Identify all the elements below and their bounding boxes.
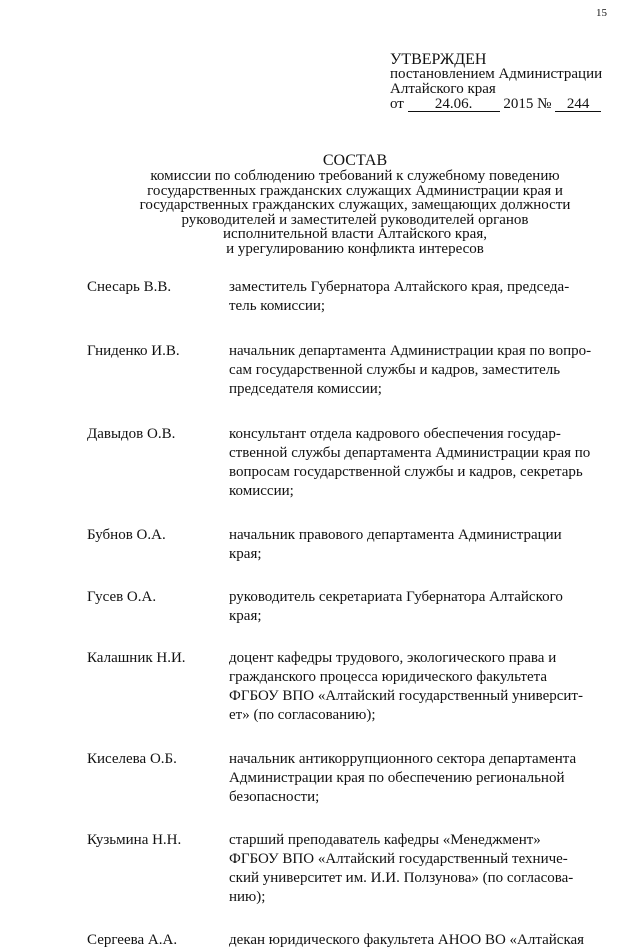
role-line: ет» (по согласованию); [229,707,376,723]
member-entry [0,649,640,725]
role-line: вопросам государственной службы и кадров, секретарь [229,464,583,480]
role-line: ский университет им. И.И. Ползунова» (по согласова- [229,870,574,886]
member-name: Гниденко И.В. [87,343,180,359]
member-role [229,649,609,725]
role-line: начальник антикоррупционного сектора департамента [229,751,577,767]
role-line: ФГБОУ ВПО «Алтайский государственный университ- [229,688,583,704]
role-line: комиссии; [229,483,294,499]
role-line: сам государственной службы и кадров, заместитель [229,362,561,378]
role-line: гражданского процесса юридического факультета [229,669,548,685]
role-line: края; [229,546,262,562]
member-name: Снесарь В.В. [87,279,172,295]
member-name: Бубнов О.А. [87,527,166,543]
member-entry [0,831,640,907]
member-entry [0,588,640,626]
role-line: консультант отдела кадрового обеспечения государ- [229,426,561,442]
page-number: 15 [596,7,607,19]
role-line: нию); [229,889,266,905]
member-entry [0,278,640,316]
member-entry [0,750,640,807]
document-title: СОСТАВ [322,152,388,169]
role-line: доцент кафедры трудового, экологического права и [229,650,557,666]
approval-from-label: от [390,96,404,112]
member-entry [0,931,640,950]
role-line: заместитель Губернатора Алтайского края, председа- [229,279,570,295]
role-line: безопасности; [229,789,320,805]
member-role [229,831,609,907]
approval-line-2: Алтайского края [390,81,496,97]
subtitle-line: и урегулированию конфликта интересов [226,240,484,257]
role-line: старший преподаватель кафедры «Менеджмент» [229,832,541,848]
member-role [229,931,609,950]
subtitle-line: государственных гражданских служащих Администрации края и [147,182,563,199]
member-name: Калашник Н.И. [87,650,186,666]
member-role [229,342,609,399]
members-list [0,278,640,950]
approval-number: 244 [555,98,601,112]
subtitle-line: руководителей и заместителей руководителей органов [181,211,529,228]
subtitle-line: исполнительной власти Алтайского края, [223,226,487,242]
member-role [229,750,609,807]
role-line: ственной службы департамента Администрации края по [229,445,591,461]
member-entry [0,425,640,501]
member-name: Кузьмина Н.Н. [87,832,182,848]
approval-date: 24.06. [408,98,500,112]
role-line: руководитель секретариата Губернатора Алтайского [229,589,563,605]
member-role [229,526,609,564]
member-name: Давыдов О.В. [87,426,176,442]
member-name: Сергеева А.А. [87,932,178,948]
member-name: Гусев О.А. [87,589,157,605]
member-entry [0,526,640,564]
subtitle-line: государственных гражданских служащих, замещающих должности [139,197,571,213]
role-line: председателя комиссии; [229,381,382,397]
role-line: края; [229,608,262,624]
document-heading [110,152,600,256]
approval-date-line [390,97,602,112]
approval-title: УТВЕРЖДЕН [390,51,487,68]
member-role [229,425,609,501]
role-line: начальник департамента Администрации края по вопро- [229,343,592,359]
approval-line-1: постановлением Администрации [390,66,603,82]
role-line: Администрации края по обеспечению региональной [229,770,565,786]
role-line: начальник правового департамента Администрации [229,527,562,543]
member-name: Киселева О.Б. [87,751,177,767]
role-line: тель комиссии; [229,298,326,314]
role-line: ФГБОУ ВПО «Алтайский государственный техниче- [229,851,568,867]
approval-block [390,52,602,112]
member-entry [0,342,640,399]
approval-year-no: 2015 № [503,96,552,112]
subtitle-line: комиссии по соблюдению требований к служебному поведению [150,168,560,184]
member-role [229,278,609,316]
member-role [229,588,609,626]
role-line: декан юридического факультета АНОО ВО «Алтайская [229,932,585,948]
